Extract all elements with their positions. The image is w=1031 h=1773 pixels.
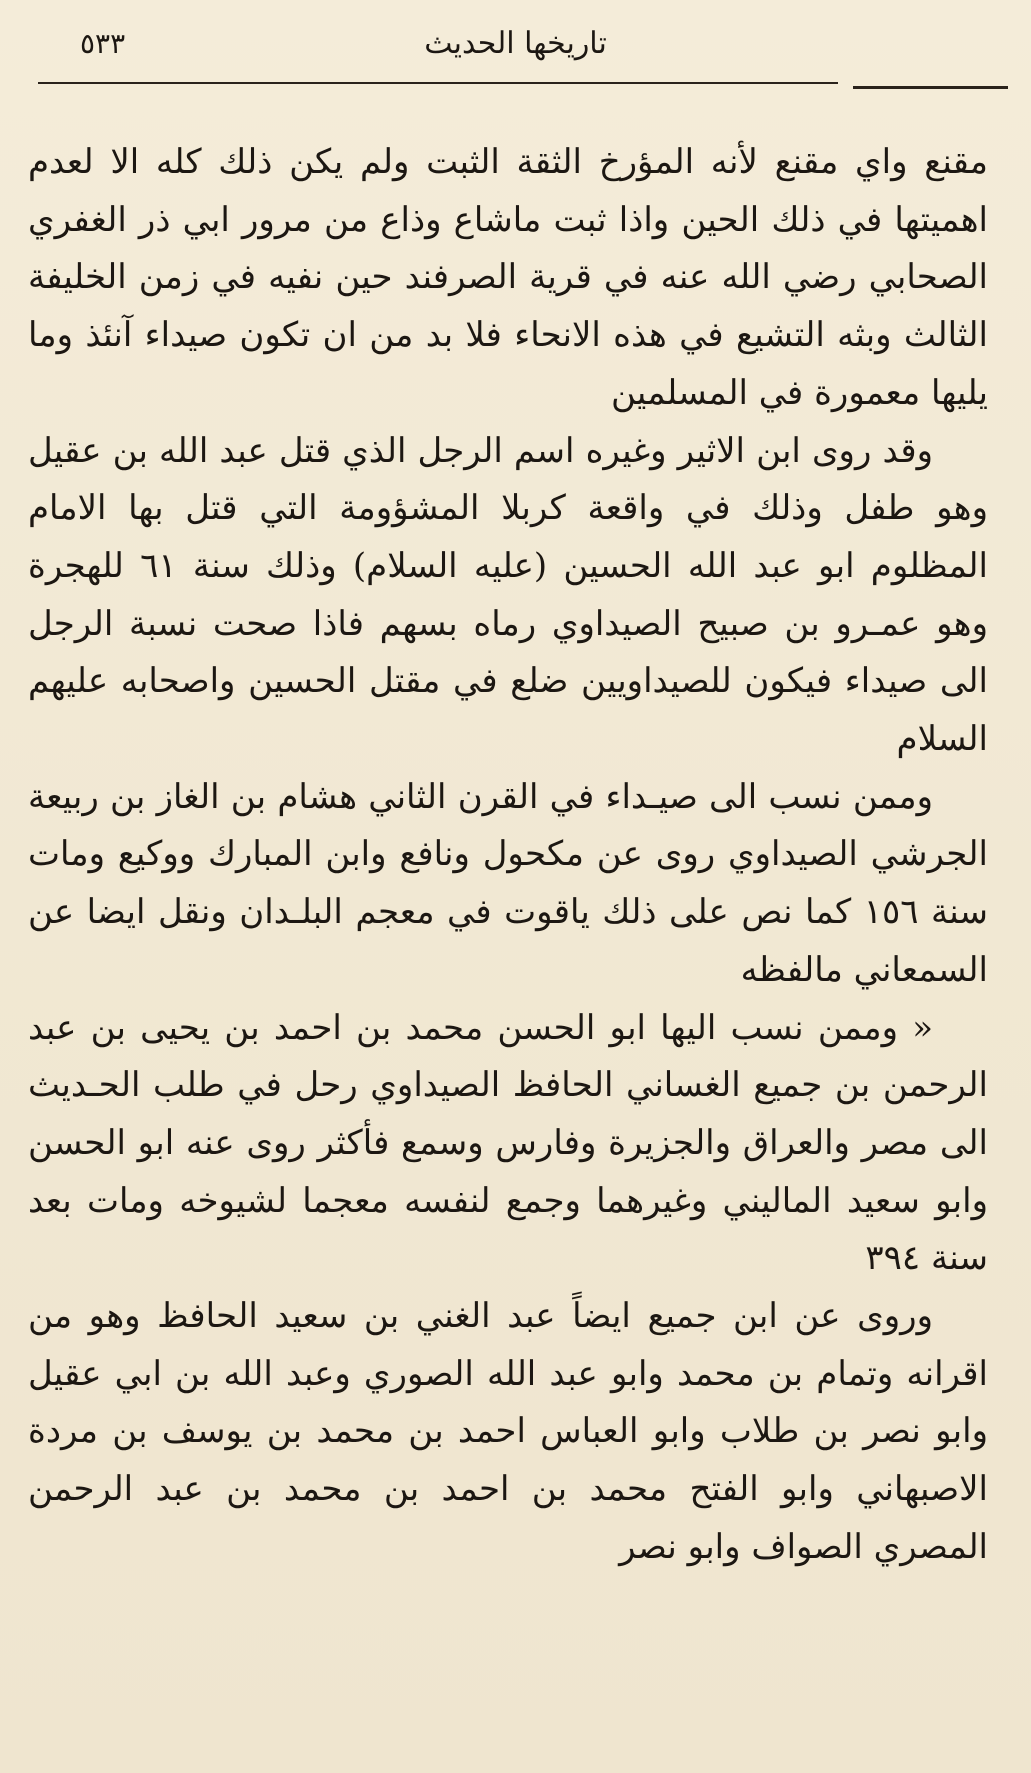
paragraph: مقنع واي مقنع لأنه المؤرخ الثقة الثبت ولم يكن ذلك كله الا لعدم اهميتها في ذلك الحين واذا ثبت ماشاع وذاع من مرور ابي ذر الغفري الصحابي رضي الله عنه في قرية الصرفند حين نفيه في زمن الخليفة الثالث وبثه التشيع في هذه الانحاء فلا بد من ان تكون صيداء آنئذ وما يليها معمورة في المسلمين bbox=[28, 142, 988, 413]
page-number: ٥٣٣ bbox=[80, 27, 126, 60]
page-header bbox=[0, 18, 1031, 68]
body-text bbox=[28, 134, 988, 1577]
paragraph: وممن نسب الى صيـداء في القرن الثاني هشام بن الغاز بن ربيعة الجرشي الصيداوي روى عن مكحول ونافع وابن المبارك ووكيع ومات سنة ١٥٦ كما نص على ذلك ياقوت في معجم البلـدان ونقل ايضا عن السمعاني مالفظه bbox=[28, 776, 988, 990]
header-rule-short bbox=[853, 86, 1008, 89]
paragraph: وقد روى ابن الاثير وغيره اسم الرجل الذي قتل عبد الله بن عقيل وهو طفل وذلك في واقعة كربلا المشؤومة التي قتل بها الامام المظلوم ابو عبد الله الحسين (عليه السلام) وذلك سنة ٦١ للهجرة وهو عمـرو بن صبيح الصيداوي رماه بسهم فاذا صحت نسبة الرجل الى صيداء فيكون للصيداويين ضلع في مقتل الحسين واصحابه عليهم السلام bbox=[28, 430, 988, 760]
header-rule-long bbox=[38, 82, 838, 84]
paragraph: « وممن نسب اليها ابو الحسن محمد بن احمد بن يحيى بن عبد الرحمن بن جميع الغساني الحافظ الصيداوي رحل في طلب الحـديث الى مصر والعراق والجزيرة وفارس وسمع فأكثر روى عنه ابو الحسن وابو سعيد الماليني وغيرهما وجمع لنفسه معجما لشيوخه ومات بعد سنة ٣٩٤ bbox=[28, 1007, 988, 1279]
paragraph: وروى عن ابن جميع ايضاً عبد الغني بن سعيد الحافظ وهو من اقرانه وتمام بن محمد وابو عبد الله الصوري وعبد الله بن ابي عقيل وابو نصر بن طلاب وابو العباس احمد بن محمد بن يوسف بن مردة الاصبهاني وابو الفتح محمد بن احمد بن محمد بن عبد الرحمن المصري الصواف وابو نصر bbox=[28, 1296, 988, 1567]
running-title: تاريخها الحديث bbox=[424, 26, 607, 61]
